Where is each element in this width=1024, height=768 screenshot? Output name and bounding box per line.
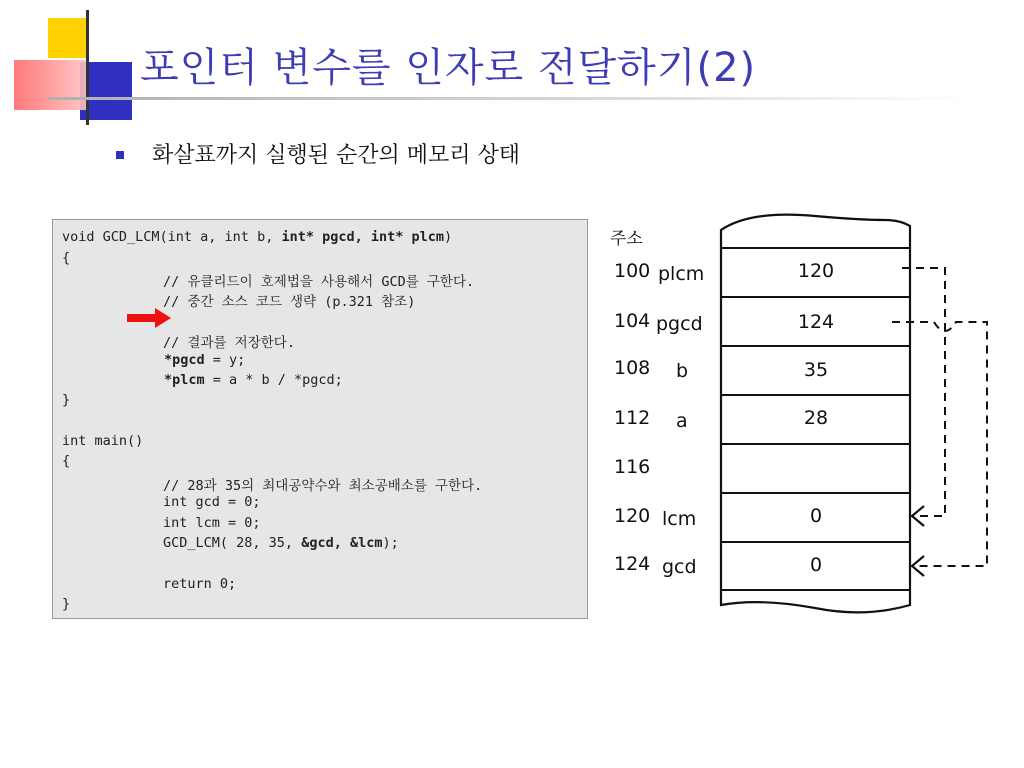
row-name-pgcd: pgcd: [656, 313, 703, 335]
row-value-lcm: 0: [809, 505, 823, 527]
code-line-1: void GCD_LCM(int a, int b, int* pgcd, int* plcm): [62, 229, 453, 245]
code-line-5: // 결과를 저장한다.: [98, 335, 295, 351]
row-addr-116: 116: [614, 456, 651, 478]
row-value-pgcd: 124: [797, 311, 835, 333]
code-line-8: }: [62, 392, 71, 408]
row-addr-104: 104: [614, 310, 651, 332]
row-value-a: 28: [803, 407, 829, 429]
row-name-plcm: plcm: [658, 263, 705, 285]
row-addr-108: 108: [614, 357, 651, 379]
execution-pointer-arrow-icon: [127, 308, 171, 328]
row-name-lcm: lcm: [662, 508, 697, 530]
row-name-a: a: [676, 410, 688, 432]
memory-diagram: [600, 200, 1020, 630]
title-divider: [48, 97, 978, 100]
bullet-text: 화살표까지 실행된 순간의 메모리 상태: [152, 143, 521, 168]
row-addr-100: 100: [614, 260, 651, 282]
address-header: 주소: [610, 229, 643, 249]
code-line-7: *plcm = a * b / *pgcd;: [164, 372, 343, 388]
row-addr-124: 124: [614, 553, 651, 575]
code-line-6: *pgcd = y;: [164, 352, 246, 368]
code-line-3: // 유클리드이 호제법을 사용해서 GCD를 구한다.: [98, 274, 475, 290]
code-line-10: {: [62, 453, 71, 469]
row-name-b: b: [676, 360, 689, 382]
row-value-plcm: 120: [797, 260, 835, 282]
row-name-gcd: gcd: [662, 556, 697, 578]
bullet-marker: [116, 151, 124, 159]
slide-title: 포인터 변수를 인자로 전달하기(2): [140, 45, 757, 91]
row-addr-112: 112: [614, 407, 651, 429]
code-line-13: int lcm = 0;: [98, 515, 261, 531]
row-value-gcd: 0: [809, 554, 823, 576]
code-block: [52, 219, 588, 619]
code-line-15: return 0;: [98, 576, 237, 592]
code-line-2: {: [62, 250, 71, 266]
row-addr-120: 120: [614, 505, 651, 527]
code-line-4: // 중간 소스 코드 생략 (p.321 참조): [98, 294, 416, 310]
row-value-b: 35: [803, 359, 829, 381]
code-line-14: GCD_LCM( 28, 35, &gcd, &lcm);: [98, 535, 399, 551]
code-line-12: int gcd = 0;: [98, 494, 261, 510]
code-line-9: int main(): [62, 433, 144, 449]
code-line-11: // 28과 35의 최대공약수와 최소공배소를 구한다.: [98, 478, 483, 494]
code-line-16: }: [62, 596, 71, 612]
